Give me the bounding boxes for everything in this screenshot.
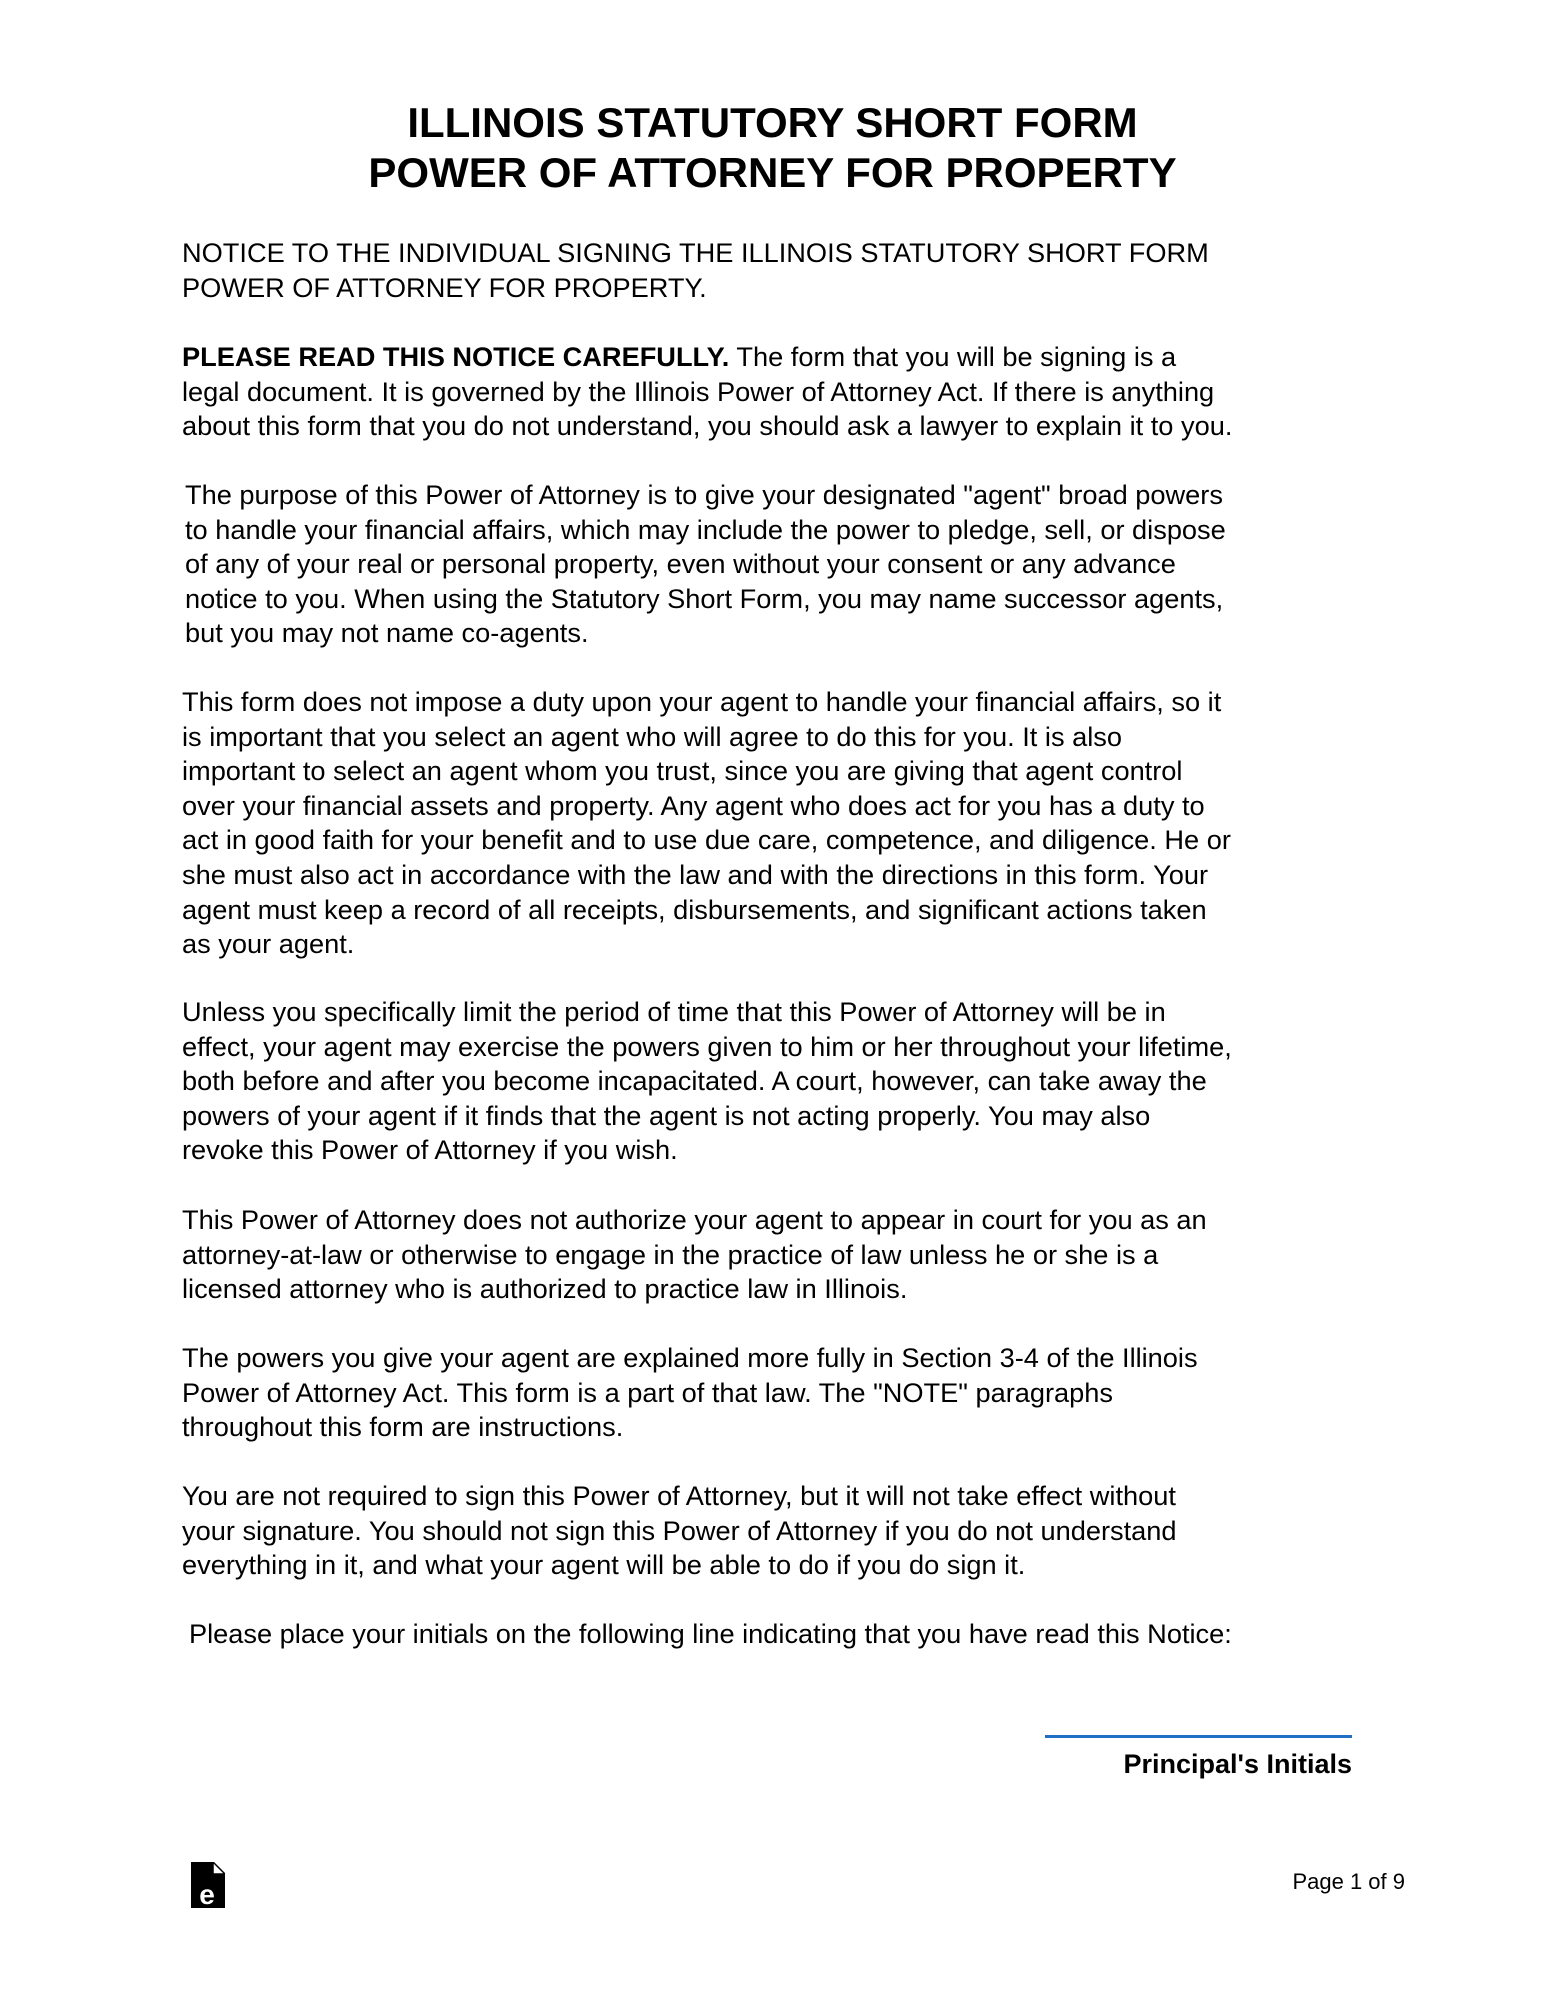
text-line: effect, your agent may exercise the powers given to him or her throughout your lifetime,	[182, 1030, 1232, 1062]
text-line: of any of your real or personal property, even without your consent or any advance	[185, 548, 1176, 580]
text-line: You are not required to sign this Power of Attorney, but it will not take effect without	[182, 1480, 1176, 1511]
signing-paragraph	[182, 1479, 1372, 1583]
text-line: your signature. You should not sign this Power of Attorney if you do not understand	[182, 1514, 1177, 1546]
text-line: licensed attorney who is authorized to practice law in Illinois.	[182, 1273, 908, 1305]
period-paragraph	[182, 995, 1372, 1168]
text-line: is important that you select an agent who will agree to do this for you. It is also	[182, 720, 1122, 752]
principal-initials-field[interactable]	[1045, 1735, 1352, 1738]
text-line: attorney-at-law or otherwise to engage in the practice of law unless he or she is a	[182, 1238, 1159, 1270]
text-line: The purpose of this Power of Attorney is to give your designated "agent" broad powers	[185, 479, 1223, 510]
text-line: Power of Attorney Act. This form is a part of that law. The "NOTE" paragraphs	[182, 1376, 1114, 1408]
text-line: This Power of Attorney does not authorize your agent to appear in court for you as an	[182, 1204, 1207, 1235]
read-carefully-bold-lead: PLEASE READ THIS NOTICE CAREFULLY.	[182, 341, 730, 372]
text-line: important to select an agent whom you trust, since you are giving that agent control	[182, 755, 1183, 787]
text-line: The powers you give your agent are explained more fully in Section 3-4 of the Illinois	[182, 1342, 1198, 1373]
text-line: legal document. It is governed by the Illinois Power of Attorney Act. If there is anything	[182, 375, 1215, 407]
text-line: Unless you specifically limit the period of time that this Power of Attorney will be in	[182, 996, 1166, 1027]
text-line: NOTICE TO THE INDIVIDUAL SIGNING THE ILLINOIS STATUTORY SHORT FORM	[182, 237, 1209, 268]
text-line: agent must keep a record of all receipts, disbursements, and significant actions taken	[182, 893, 1207, 925]
notice-heading	[182, 236, 1372, 305]
page-number: Page 1 of 9	[1292, 1869, 1405, 1894]
text-line	[182, 340, 1372, 375]
text-line: as your agent.	[182, 928, 355, 960]
principal-initials-label: Principal's Initials	[1123, 1749, 1352, 1779]
text-line: POWER OF ATTORNEY FOR PROPERTY.	[182, 271, 707, 303]
agent-duty-paragraph	[182, 685, 1372, 962]
initials-instruction	[189, 1617, 1379, 1652]
text-line: This form does not impose a duty upon your agent to handle your financial affairs, so it	[182, 686, 1222, 717]
text-line: but you may not name co-agents.	[185, 617, 589, 649]
text-line: act in good faith for your benefit and to use due care, competence, and diligence. He or	[182, 824, 1231, 856]
document-title	[0, 98, 1545, 198]
text-line: Please place your initials on the following line indicating that you have read this Notice:	[189, 1618, 1232, 1649]
section-paragraph	[182, 1341, 1372, 1445]
text-line: to handle your financial affairs, which may include the power to pledge, sell, or dispose	[185, 513, 1226, 545]
text-line: about this form that you do not understand, you should ask a lawyer to explain it to you.	[182, 410, 1233, 442]
text-line: everything in it, and what your agent will be able to do if you do sign it.	[182, 1549, 1026, 1581]
title-line-1: ILLINOIS STATUTORY SHORT FORM	[407, 99, 1138, 146]
court-paragraph	[182, 1203, 1372, 1307]
text-line: notice to you. When using the Statutory Short Form, you may name successor agents,	[185, 582, 1224, 614]
text-line: both before and after you become incapacitated. A court, however, can take away the	[182, 1065, 1207, 1097]
text-line: throughout this form are instructions.	[182, 1411, 624, 1443]
purpose-paragraph	[185, 478, 1375, 651]
read-carefully-paragraph	[182, 340, 1372, 444]
svg-text:e: e	[199, 1879, 215, 1908]
text-segment: The form that you will be signing is a	[729, 341, 1177, 372]
eforms-document-icon	[191, 1862, 225, 1908]
text-line: over your financial assets and property. Any agent who does act for you has a duty to	[182, 789, 1205, 821]
text-line: revoke this Power of Attorney if you wish.	[182, 1134, 678, 1166]
title-line-2: POWER OF ATTORNEY FOR PROPERTY	[368, 149, 1177, 196]
text-line: she must also act in accordance with the law and with the directions in this form. Your	[182, 858, 1209, 890]
text-line: powers of your agent if it finds that the agent is not acting properly. You may also	[182, 1099, 1151, 1131]
